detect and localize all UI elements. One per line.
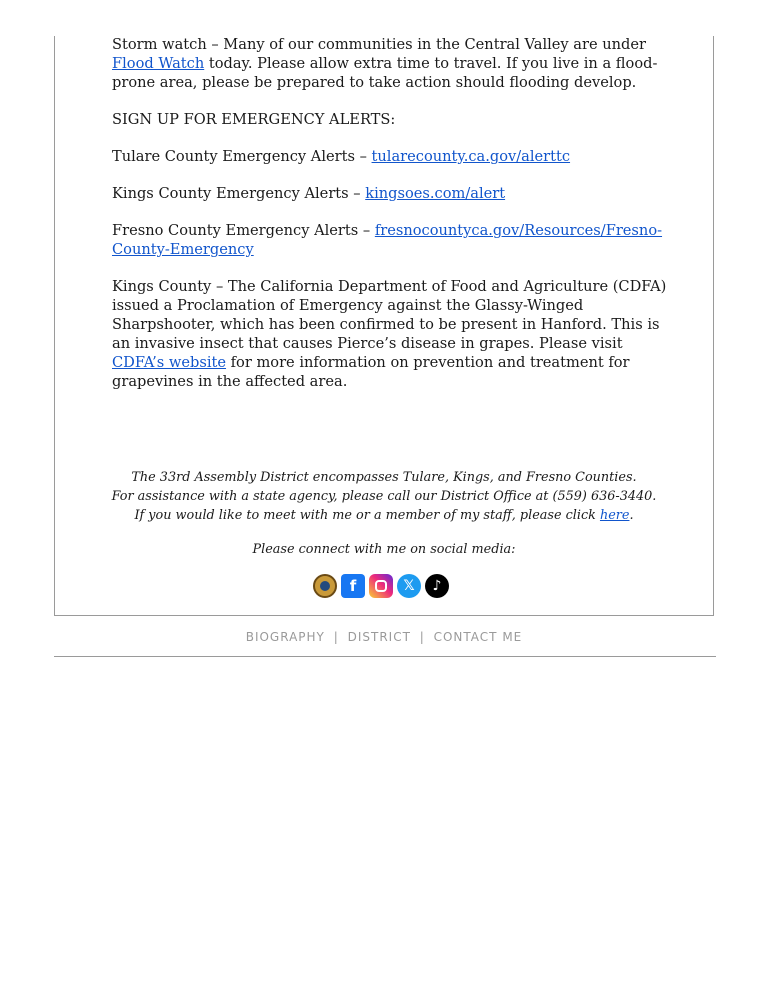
x-twitter-icon[interactable]: 𝕏 xyxy=(397,574,421,598)
fresno-alert-label: Fresno County Emergency Alerts – xyxy=(112,222,375,239)
storm-text-rest: today. Please allow extra time to travel. If you live in a flood-prone area, please be prepared to take action should flooding develop. xyxy=(112,55,658,91)
nav-contact-link[interactable]: CONTACT ME xyxy=(433,630,523,644)
assembly-seal-icon[interactable] xyxy=(313,574,337,598)
district-footer-line3 xyxy=(54,506,714,525)
district-footer-line2: For assistance with a state agency, please call our District Office at (559) 636-3440. xyxy=(111,489,657,504)
meeting-here-link[interactable]: here xyxy=(599,508,630,523)
cdfa-website-link[interactable]: CDFA’s website xyxy=(112,354,227,371)
cdfa-paragraph xyxy=(112,277,672,391)
meeting-text: If you would like to meet with me or a member of my staff, please click xyxy=(134,508,600,523)
social-icons xyxy=(313,574,449,598)
social-media-label: Please connect with me on social media: xyxy=(252,542,516,557)
flood-watch-link[interactable]: Flood Watch xyxy=(112,55,205,72)
district-footer-line1: The 33rd Assembly District encompasses Tulare, Kings, and Fresno Counties. xyxy=(131,470,637,485)
tulare-alert-label: Tulare County Emergency Alerts – xyxy=(112,148,372,165)
meeting-period: . xyxy=(629,508,634,523)
nav-district-link[interactable]: DISTRICT xyxy=(347,630,411,644)
kings-alert-line xyxy=(112,184,672,203)
bottom-divider xyxy=(54,656,716,657)
nav-separator: | xyxy=(419,630,425,644)
tulare-alert-link[interactable]: tularecounty.ca.gov/alerttc xyxy=(371,148,571,165)
newsletter-body xyxy=(112,35,672,409)
tiktok-icon[interactable]: ♪ xyxy=(425,574,449,598)
nav-separator: | xyxy=(333,630,339,644)
tulare-alert-line xyxy=(112,147,672,166)
bottom-nav xyxy=(54,630,714,644)
instagram-icon[interactable] xyxy=(369,574,393,598)
storm-watch-paragraph xyxy=(112,35,672,92)
storm-text: Storm watch – Many of our communities in the Central Valley are under xyxy=(112,36,647,53)
fresno-alert-link[interactable]: fresnocountyca.gov/Resources/Fresno-County-Emergency xyxy=(112,222,663,258)
cdfa-text: Kings County – The California Department of Food and Agriculture (CDFA) issued a Proclamation of Emergency against the Glassy-Winged Sharpshooter, which has been confirmed to be present in Hanford. This is an invasive insect that causes Pierce’s disease in grapes. Please visit xyxy=(112,278,667,352)
fresno-alert-line xyxy=(112,221,672,259)
facebook-icon[interactable]: f xyxy=(341,574,365,598)
district-footer xyxy=(54,468,714,525)
cdfa-text-rest: for more information on prevention and treatment for grapevines in the affected area. xyxy=(112,354,630,390)
kings-alert-link[interactable]: kingsoes.com/alert xyxy=(365,185,506,202)
kings-alert-label: Kings County Emergency Alerts – xyxy=(112,185,366,202)
alerts-heading: SIGN UP FOR EMERGENCY ALERTS: xyxy=(112,111,396,128)
nav-biography-link[interactable]: BIOGRAPHY xyxy=(245,630,325,644)
